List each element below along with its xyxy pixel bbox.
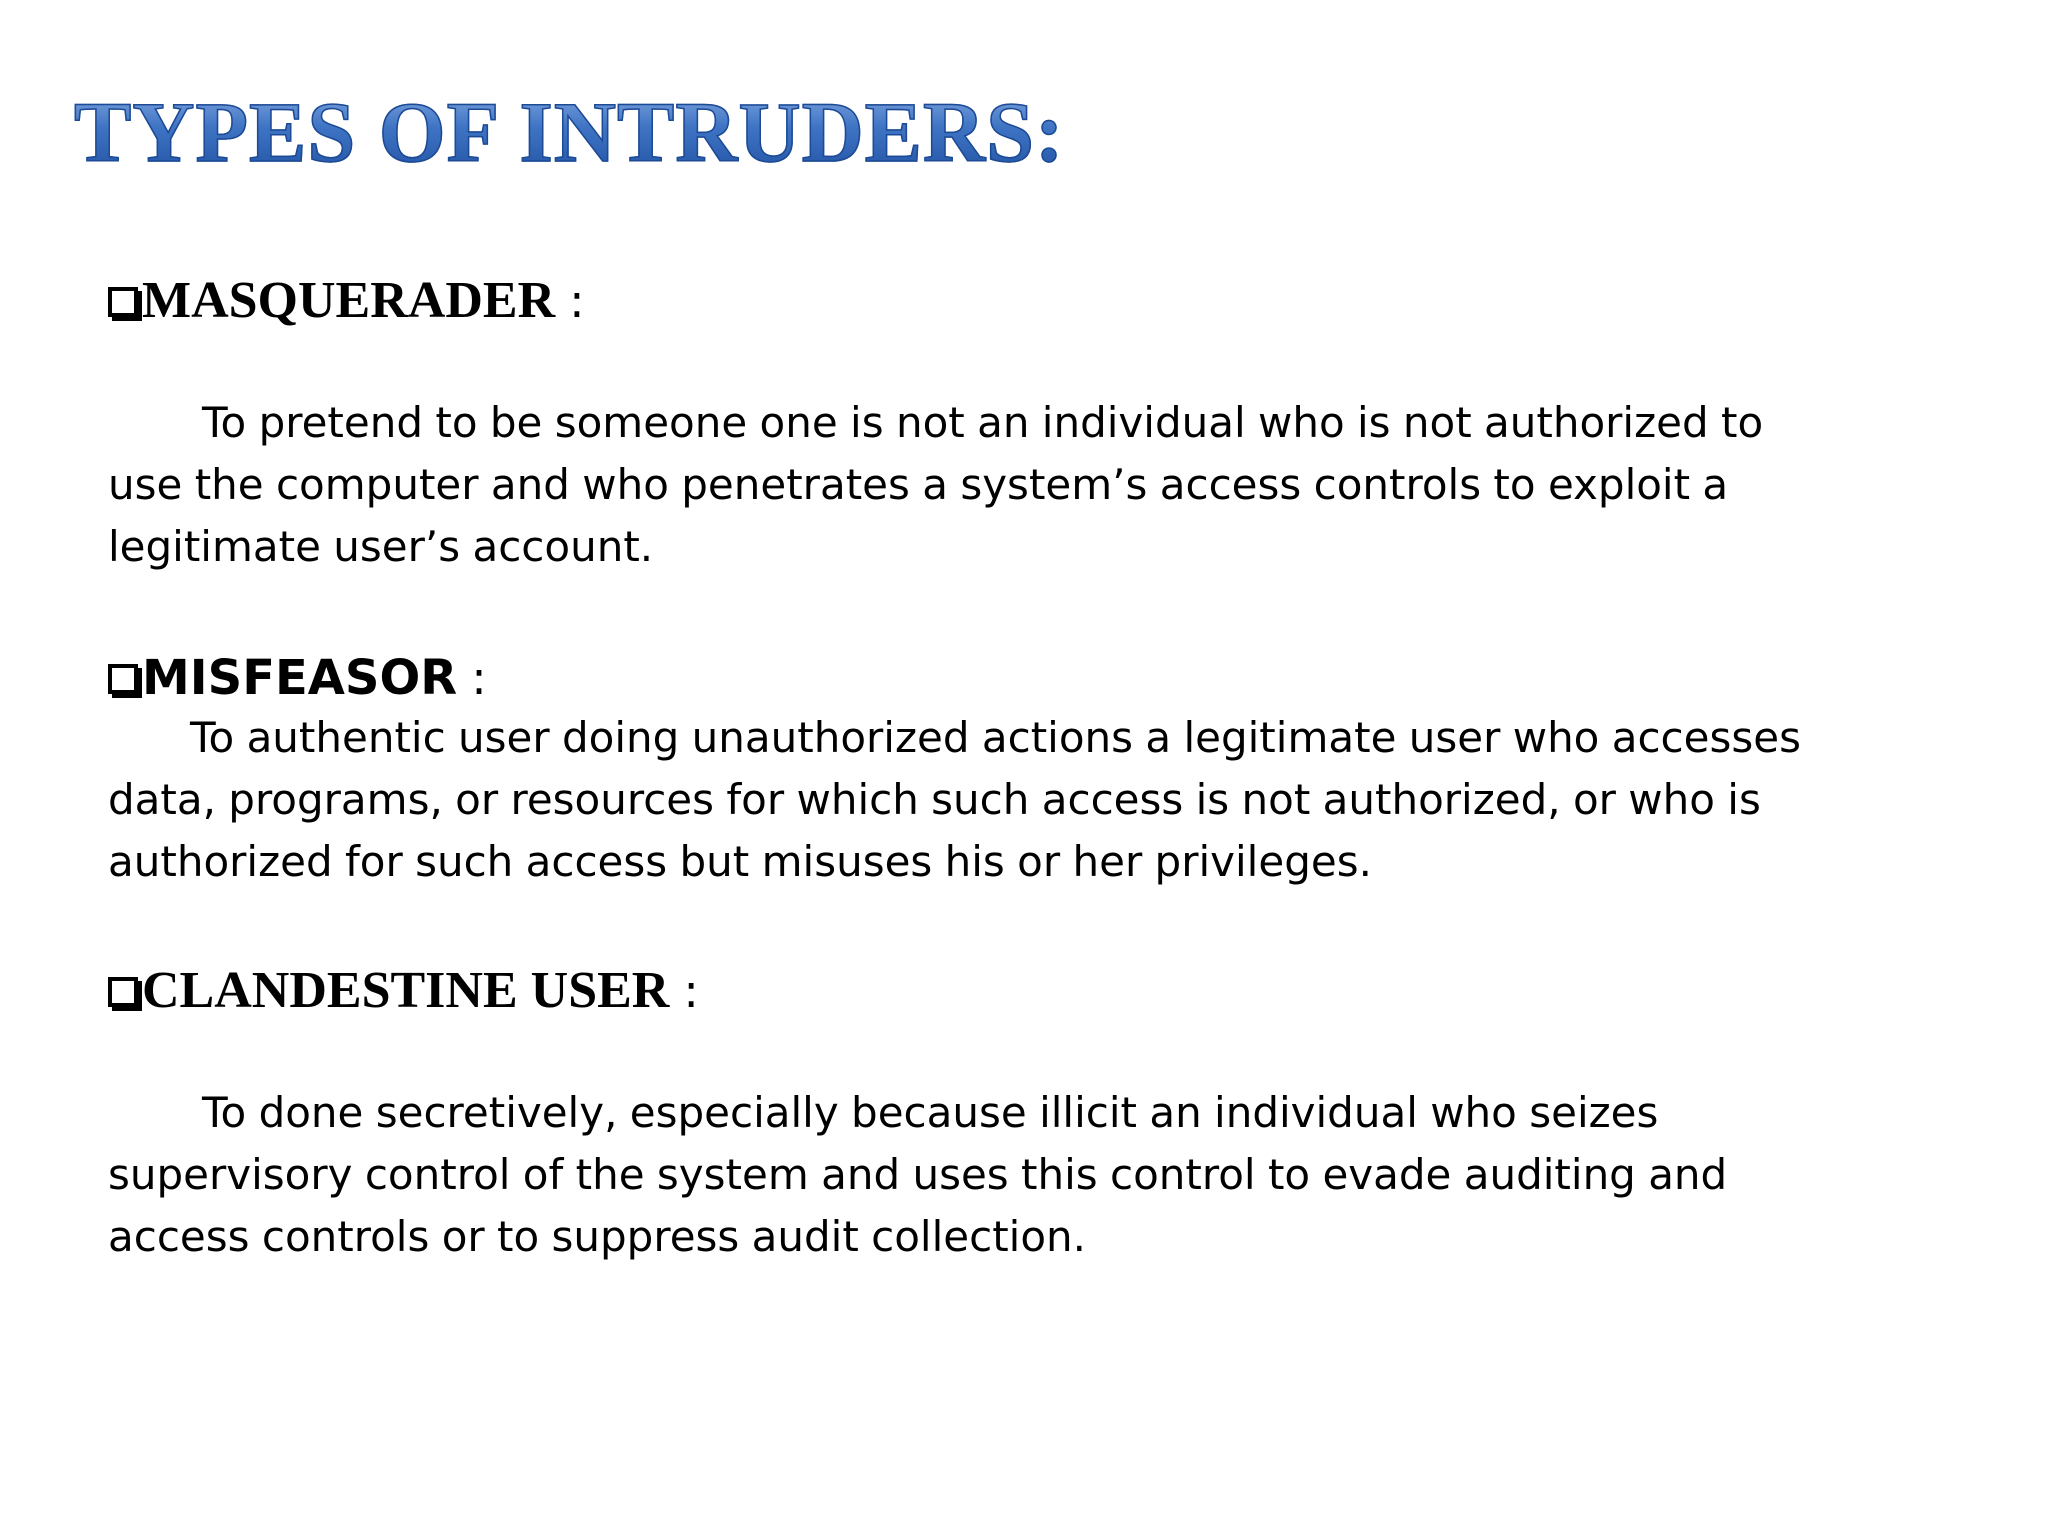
heading-colon: : <box>471 651 487 705</box>
description-line: use the computer and who penetrates a system’s access controls to exploit a <box>108 460 1729 509</box>
section-masquerader <box>108 266 1828 578</box>
section-heading <box>108 643 1828 713</box>
description-line: To pretend to be someone one is not an individual who is not authorized to <box>202 398 1764 447</box>
section-heading <box>108 266 1828 336</box>
description-line: To authentic user doing unauthorized actions a legitimate user who accesses <box>190 713 1801 762</box>
description-line: data, programs, or resources for which such access is not authorized, or who is <box>108 775 1761 824</box>
description-line: authorized for such access but misuses his or her privileges. <box>108 837 1372 886</box>
description-line: legitimate user’s account. <box>108 522 654 571</box>
section-description <box>108 392 1828 578</box>
description-line: supervisory control of the system and uses this control to evade auditing and <box>108 1150 1728 1199</box>
heading-colon: : <box>683 964 699 1018</box>
heading-label: CLANDESTINE USER <box>142 962 670 1019</box>
heading-label: MISFEASOR <box>142 650 458 706</box>
section-heading <box>108 956 1828 1026</box>
checkbox-bullet-icon <box>108 287 138 317</box>
section-description <box>108 1082 1828 1268</box>
section-description <box>108 707 1828 893</box>
checkbox-bullet-icon <box>108 977 138 1007</box>
section-clandestine-user <box>108 956 1828 1268</box>
heading-label: MASQUERADER <box>142 272 556 329</box>
slide-title: TYPES OF INTRUDERS: <box>74 84 1065 180</box>
checkbox-bullet-icon <box>108 664 138 694</box>
description-line: To done secretively, especially because illicit an individual who seizes <box>202 1088 1659 1137</box>
description-line: access controls or to suppress audit collection. <box>108 1212 1087 1261</box>
heading-colon: : <box>569 274 585 328</box>
section-misfeasor <box>108 643 1828 893</box>
